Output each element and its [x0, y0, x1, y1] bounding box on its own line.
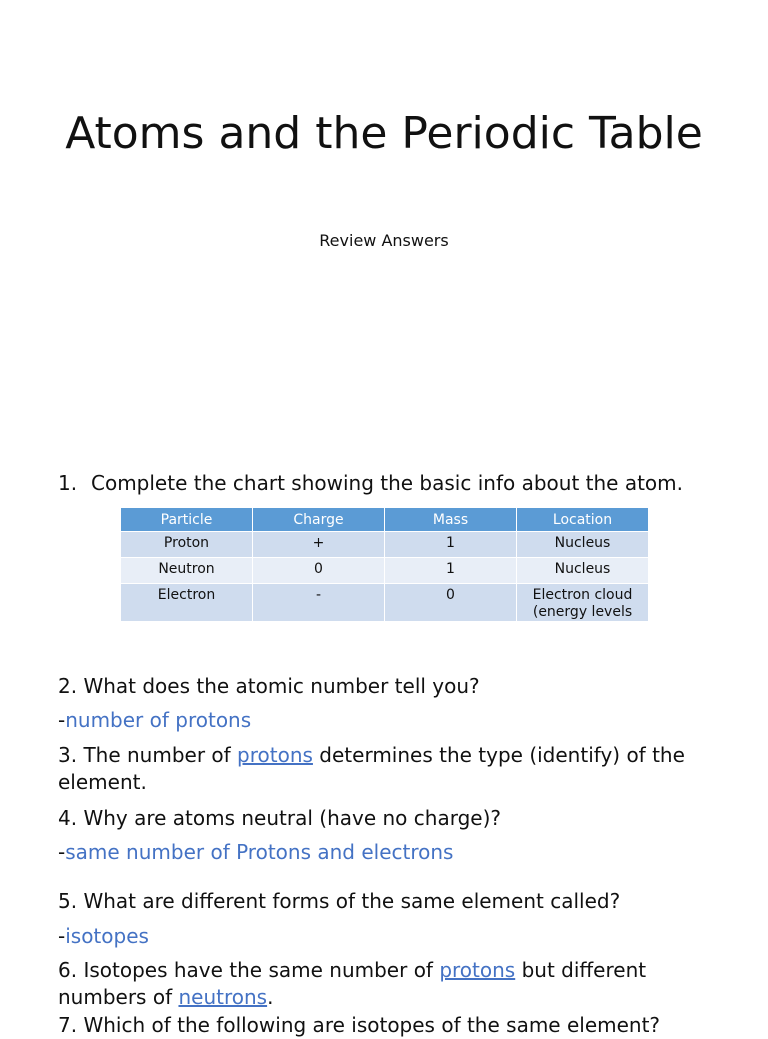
question-6-part2: but different numbers of [58, 958, 647, 1009]
question-3-before: 3. The number of [58, 743, 238, 767]
question-6-link-protons[interactable]: protons [439, 958, 516, 982]
answer-2 [58, 707, 738, 734]
table-cell: Nucleus [517, 558, 649, 584]
question-6-part3: . [267, 985, 274, 1009]
page-title: Atoms and the Periodic Table [65, 108, 703, 159]
question-1-number: 1. [58, 471, 78, 495]
table-cell: 1 [385, 532, 517, 558]
answer-5-text: isotopes [65, 924, 149, 948]
question-3-after: determines the type (identify) of the element. [58, 743, 685, 794]
table-cell: Electron cloud (energy levels [517, 584, 649, 622]
question-7: 7. Which of the following are isotopes of the same element? [58, 1013, 661, 1037]
table-cell: Electron [121, 584, 253, 622]
table-header-cell: Particle [121, 508, 253, 532]
question-5: 5. What are different forms of the same element called? [58, 889, 621, 913]
question-3-link[interactable]: protons [237, 743, 313, 767]
table-cell: - [253, 584, 385, 622]
table-cell: Neutron [121, 558, 253, 584]
question-6-link-neutrons[interactable]: neutrons [178, 985, 268, 1009]
question-4: 4. Why are atoms neutral (have no charge)? [58, 806, 501, 830]
question-2: 2. What does the atomic number tell you? [58, 674, 480, 698]
table-row [121, 532, 649, 558]
particle-table [120, 507, 649, 622]
question-6 [58, 957, 738, 1011]
question-6-part1: 6. Isotopes have the same number of [58, 958, 440, 982]
table-cell: 0 [385, 584, 517, 622]
table-row [121, 558, 649, 584]
answer-4-prefix: - [58, 840, 66, 864]
answer-5-prefix: - [58, 924, 66, 948]
table-cell: 1 [385, 558, 517, 584]
page-subtitle: Review Answers [319, 231, 449, 250]
table-header-cell: Mass [385, 508, 517, 532]
table-cell: Proton [121, 532, 253, 558]
answer-2-prefix: - [58, 708, 66, 732]
question-1-text: Complete the chart showing the basic info about the atom. [91, 471, 683, 495]
table-header-row [121, 508, 649, 532]
table-cell: + [253, 532, 385, 558]
answer-4 [58, 839, 738, 866]
table-cell: 0 [253, 558, 385, 584]
answer-5 [58, 923, 738, 950]
table-cell: Nucleus [517, 532, 649, 558]
table-row [121, 584, 649, 622]
table-header-cell: Charge [253, 508, 385, 532]
table-header-cell: Location [517, 508, 649, 532]
answer-4-text: same number of Protons and electrons [65, 840, 454, 864]
question-3 [58, 742, 738, 796]
answer-2-text: number of protons [65, 708, 252, 732]
